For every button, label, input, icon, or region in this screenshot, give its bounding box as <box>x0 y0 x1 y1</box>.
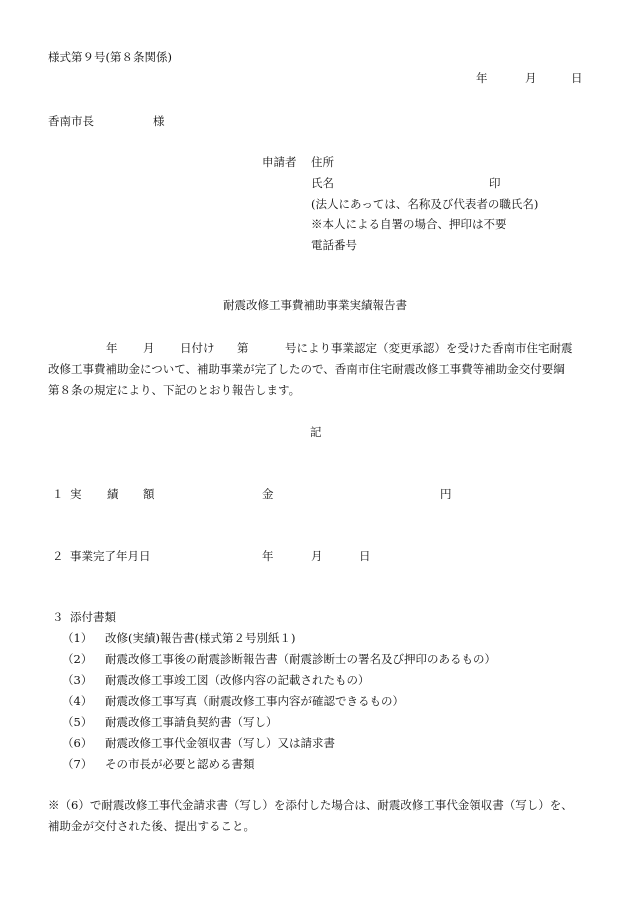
item2-year: 年 <box>262 549 274 563</box>
document-number: （4） <box>62 694 93 708</box>
date-year-label: 年 <box>476 71 488 85</box>
body-number-prefix: 第 <box>237 341 249 355</box>
document-text: 耐震改修工事写真（耐震改修工事内容が確認できるもの） <box>105 694 404 708</box>
corporate-note: (法人にあっては、名称及び代表者の職氏名) <box>311 197 539 211</box>
footnote-line1: ※（6）で耐震改修工事代金請求書（写し）を添付した場合は、耐震改修工事代金領収書（写し）を、 <box>48 798 573 812</box>
document-title: 耐震改修工事費補助事業実績報告書 <box>223 298 407 312</box>
document-number: （3） <box>62 673 93 687</box>
ki-label: 記 <box>310 425 322 439</box>
body-year: 年 <box>106 341 118 355</box>
document-number: （6） <box>62 736 93 750</box>
item2-number: ２ <box>52 549 64 563</box>
phone-label: 電話番号 <box>311 238 357 252</box>
date-month-label: 月 <box>525 71 537 85</box>
seal-label: 印 <box>489 176 501 190</box>
document-number: （2） <box>62 652 93 666</box>
applicant-address-label: 住所 <box>311 155 334 169</box>
document-text: 耐震改修工事代金領収書（写し）又は請求書 <box>105 736 335 750</box>
document-text: 耐震改修工事後の耐震診断報告書（耐震診断士の署名及び押印のあるもの） <box>105 652 496 666</box>
item1-label-char-2: 績 <box>107 487 119 501</box>
body-day-dated: 日付け <box>180 341 215 355</box>
body-line3: 第８条の規定により、下記のとおり報告します。 <box>48 383 301 397</box>
body-line2: 改修工事費補助金について、補助事業が完了したので、香南市住宅耐震改修工事費等補助金交付要綱 <box>48 362 565 376</box>
body-month: 月 <box>143 341 155 355</box>
item2-day: 日 <box>359 549 371 563</box>
item1-currency-unit: 円 <box>440 487 452 501</box>
item1-label-char-1: 実 <box>70 487 82 501</box>
signature-note: ※本人による自署の場合、押印は不要 <box>311 217 507 231</box>
document-text: 耐震改修工事請負契約書（写し） <box>105 715 278 729</box>
document-number: （7） <box>62 757 93 771</box>
addressee-name: 香南市長 <box>48 114 94 128</box>
item2-month: 月 <box>311 549 323 563</box>
footnote-line2: 補助金が交付された後、提出すること。 <box>48 819 255 833</box>
item3-number: ３ <box>52 610 64 624</box>
applicant-name-label: 氏名 <box>311 176 334 190</box>
item3-label: 添付書類 <box>70 610 116 624</box>
item1-currency-prefix: 金 <box>262 487 274 501</box>
item1-number: １ <box>52 487 64 501</box>
item2-label: 事業完了年月日 <box>70 549 151 563</box>
document-number: （5） <box>62 715 93 729</box>
addressee-honorific: 様 <box>153 114 165 128</box>
document-text: 改修(実績)報告書(様式第２号別紙１) <box>105 631 296 645</box>
document-text: 耐震改修工事竣工図（改修内容の記載されたもの） <box>105 673 370 687</box>
applicant-label: 申請者 <box>262 155 297 169</box>
form-number: 様式第９号(第８条関係) <box>48 50 172 64</box>
date-day-label: 日 <box>571 71 583 85</box>
item1-label-char-3: 額 <box>143 487 155 501</box>
document-text: その市長が必要と認める書類 <box>105 757 255 771</box>
body-line1-text: 号により事業認定（変更承認）を受けた香南市住宅耐震 <box>285 341 573 355</box>
document-number: （1） <box>62 631 93 645</box>
